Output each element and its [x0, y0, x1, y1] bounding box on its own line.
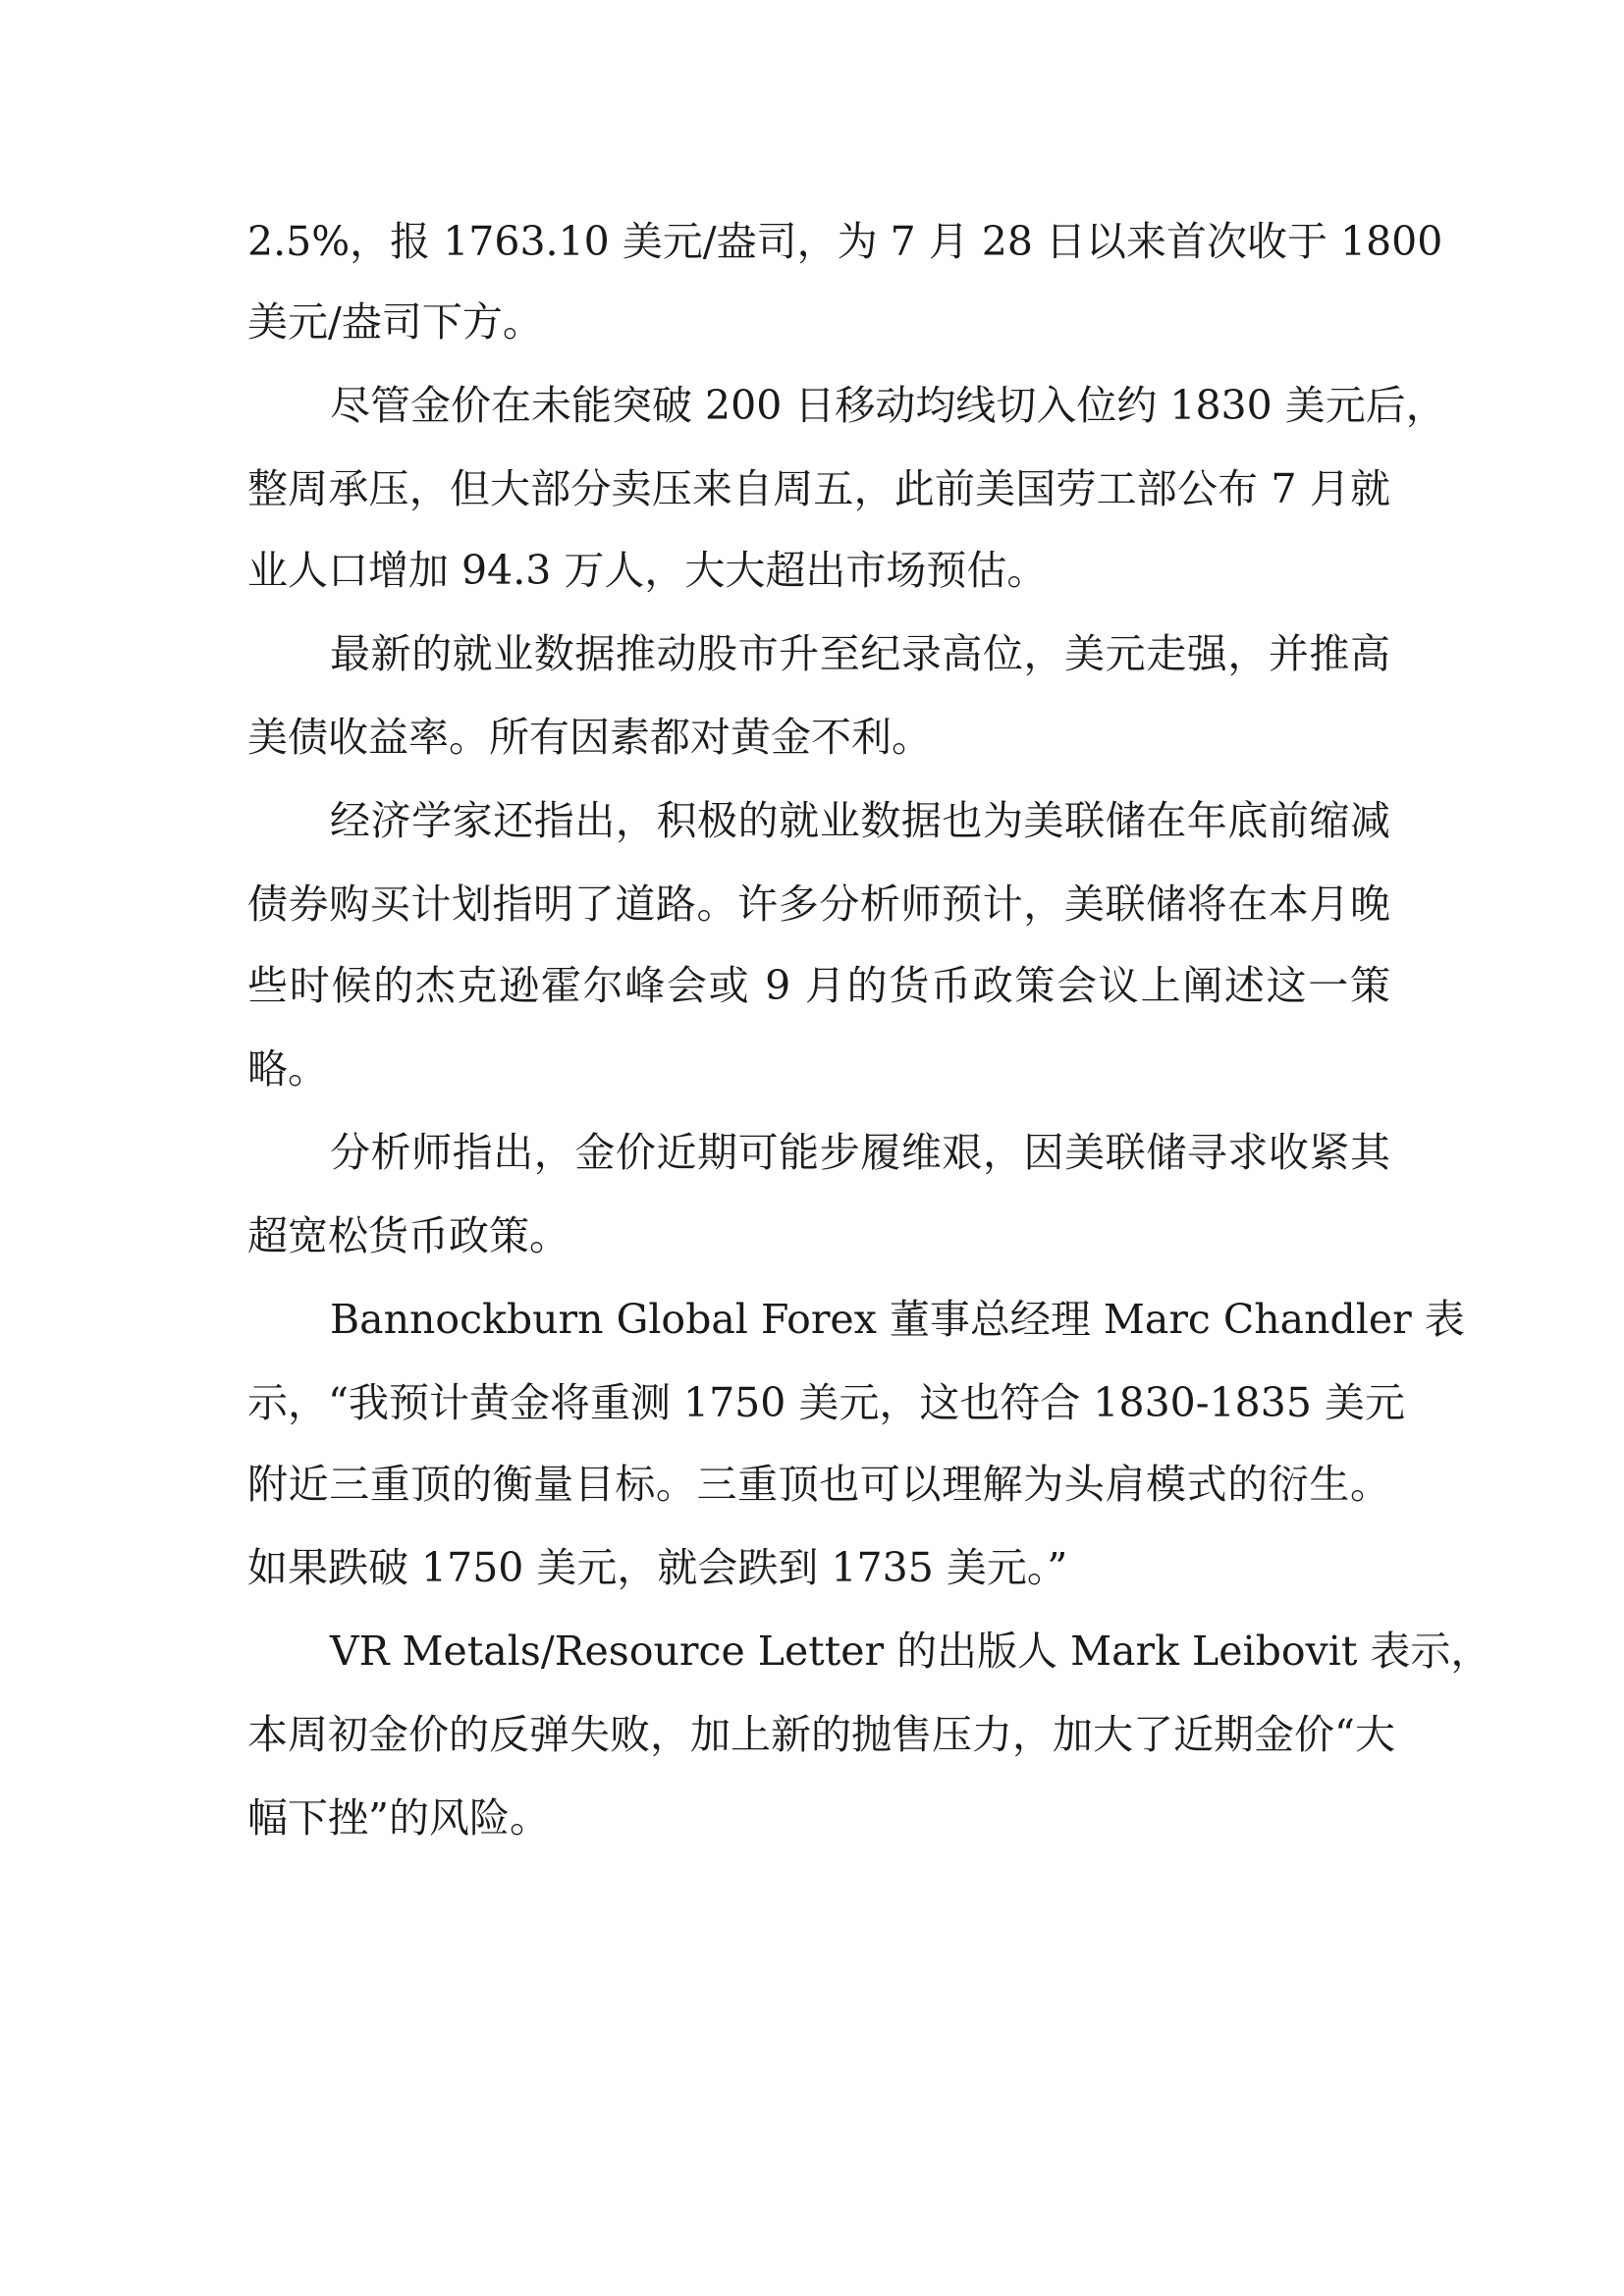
text-line: 美元/盎司下方。: [247, 298, 543, 346]
text-line: 2.5%，报 1763.10 美元/盎司，为 7 月 28 日以来首次收于 1800: [247, 218, 1443, 265]
text-line: 超宽松货币政策。: [247, 1212, 569, 1259]
text-line: 债券购买计划指明了道路。许多分析师预计，美联储将在本月晚: [247, 881, 1390, 928]
text-line: 附近三重顶的衡量目标。三重顶也可以理解为头肩模式的衍生。: [247, 1461, 1390, 1508]
text-line: Bannockburn Global Forex 董事总经理 Marc Chandler 表: [330, 1296, 1465, 1343]
text-line: 业人口增加 94.3 万人，大大超出市场预估。: [247, 547, 1048, 594]
text-line: 如果跌破 1750 美元，就会跌到 1735 美元。”: [247, 1544, 1068, 1591]
text-line: 幅下挫”的风险。: [247, 1794, 550, 1842]
text-line: 经济学家还指出，积极的就业数据也为美联储在年底前缩减: [330, 797, 1390, 844]
text-line: 分析师指出，金价近期可能步履维艰，因美联储寻求收紧其: [330, 1129, 1390, 1176]
text-line: 略。: [247, 1045, 328, 1093]
text-line: VR Metals/Resource Letter 的出版人 Mark Leibovit 表示，: [330, 1628, 1491, 1675]
text-line: 示，“我预计黄金将重测 1750 美元，这也符合 1830-1835 美元: [247, 1379, 1405, 1426]
text-line: 些时候的杰克逊霍尔峰会或 9 月的货币政策会议上阐述这一策: [247, 962, 1390, 1009]
text-line: 美债收益率。所有因素都对黄金不利。: [247, 714, 932, 761]
text-line: 最新的就业数据推动股市升至纪录高位，美元走强，并推高: [330, 630, 1390, 677]
text-line: 整周承压，但大部分卖压来自周五，此前美国劳工部公布 7 月就: [247, 465, 1390, 512]
text-line: 尽管金价在未能突破 200 日移动均线切入位约 1830 美元后，: [330, 382, 1446, 429]
text-line: 本周初金价的反弹失败，加上新的抛售压力，加大了近期金价“大: [247, 1711, 1395, 1758]
